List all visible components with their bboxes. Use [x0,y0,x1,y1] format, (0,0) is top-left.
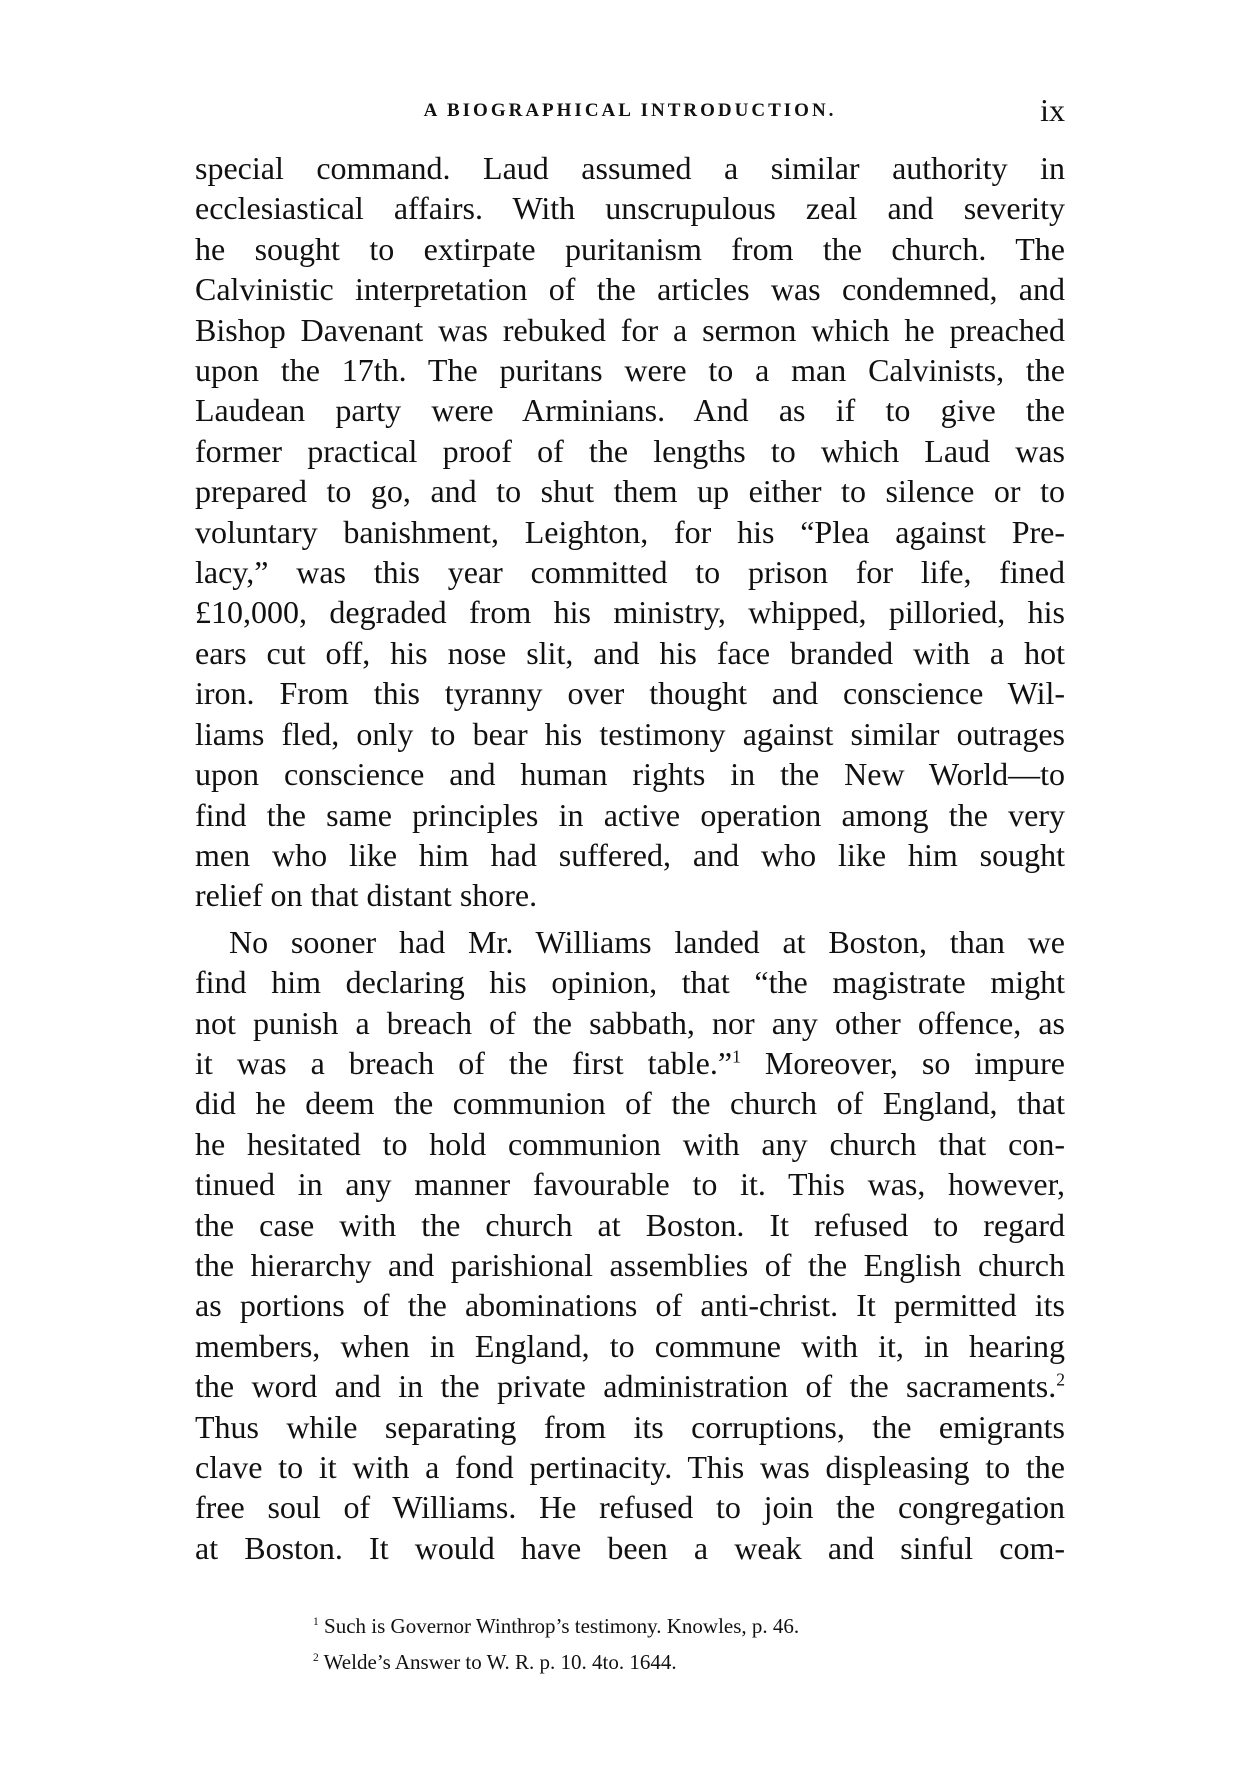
paragraph-1 [195,148,1065,916]
text-line: upon the 17th. The puritans were to a man Calvinists, the [195,352,1065,389]
text-line-with-footnote [195,1366,1065,1406]
footnote-text: Such is Governor Winthrop’s testimony. Knowles, p. 46. [324,1614,800,1638]
text-line: not punish a breach of the sabbath, nor any other offence, as [195,1004,1065,1041]
text-line: Bishop Davenant was rebuked for a sermon which he preached [195,311,1065,348]
text-line: clave to it with a fond pertinacity. This was displeasing to the [195,1449,1065,1485]
text-line: find the same principles in active operation among the very [195,796,1065,833]
footnote-mark: 1 [313,1616,319,1628]
text-line: the hierarchy and parishional assemblies of the English church [195,1246,1065,1283]
text-line: ecclesiastical affairs. With unscrupulous zeal and severity [195,190,1065,227]
text-line: men who like him had suffered, and who like him sought [195,836,1065,873]
text-line: iron. From this tyranny over thought and conscience Wil- [195,675,1065,712]
text-line: find him declaring his opinion, that “the magistrate might [195,964,1065,1001]
line-text: Moreover, so impure [740,1044,1066,1081]
text-line: lacy,” was this year committed to prison for life, fined [195,554,1065,591]
footnote-ref-1: 1 [732,1046,741,1067]
text-line: No sooner had Mr. Williams landed at Boston, than we [229,923,1065,960]
text-line: he hesitated to hold communion with any church that con- [195,1125,1065,1162]
running-head: A BIOGRAPHICAL INTRODUCTION. [423,100,837,121]
text-line: upon conscience and human rights in the New World—to [195,756,1065,793]
text-line: relief on that distant shore. [195,877,538,914]
line-text: it was a breach of the first table.” [195,1044,733,1081]
line-text: the word and in the private administration of the sacraments. [195,1368,1057,1405]
text-line: tinued in any manner favourable to it. This was, however, [195,1166,1065,1203]
text-line: £10,000, degraded from his ministry, whipped, pilloried, his [195,594,1065,631]
text-line: liams fled, only to bear his testimony against similar outrages [195,715,1065,752]
footnote-mark: 2 [313,1652,319,1664]
text-line: as portions of the abominations of anti-christ. It permitted its [195,1287,1065,1324]
footnote-text: Welde’s Answer to W. R. p. 10. 4to. 1644. [323,1650,677,1674]
text-line: prepared to go, and to shut them up either to silence or to [195,473,1065,510]
body-text [195,148,1065,1568]
page-number: ix [1040,92,1065,128]
footnote-2 [195,1644,1065,1680]
text-line: at Boston. It would have been a weak and sinful com- [195,1529,1065,1566]
footnote-1 [195,1608,1065,1644]
footnote-ref-2: 2 [1056,1369,1065,1390]
text-line-with-footnote [195,1043,1065,1083]
footnotes [195,1608,1065,1680]
text-line: voluntary banishment, Leighton, for his “Plea against Pre- [195,513,1065,550]
paragraph-2 [195,922,1065,1569]
text-line: did he deem the communion of the church of England, that [195,1085,1065,1122]
text-line: Calvinistic interpretation of the articles was condemned, and [195,271,1065,308]
text-line: Thus while separating from its corruptions, the emigrants [195,1408,1065,1445]
text-line: Laudean party were Arminians. And as if to give the [195,392,1065,429]
page-header [195,92,1065,132]
text-line: special command. Laud assumed a similar authority in [195,150,1065,186]
text-line: members, when in England, to commune with it, in hearing [195,1327,1065,1364]
text-line: former practical proof of the lengths to which Laud was [195,432,1065,469]
text-line: he sought to extirpate puritanism from the church. The [195,230,1065,267]
text-line: ears cut off, his nose slit, and his face branded with a hot [195,634,1065,671]
text-line: free soul of Williams. He refused to join the congregation [195,1489,1065,1526]
text-line: the case with the church at Boston. It refused to regard [195,1206,1065,1243]
